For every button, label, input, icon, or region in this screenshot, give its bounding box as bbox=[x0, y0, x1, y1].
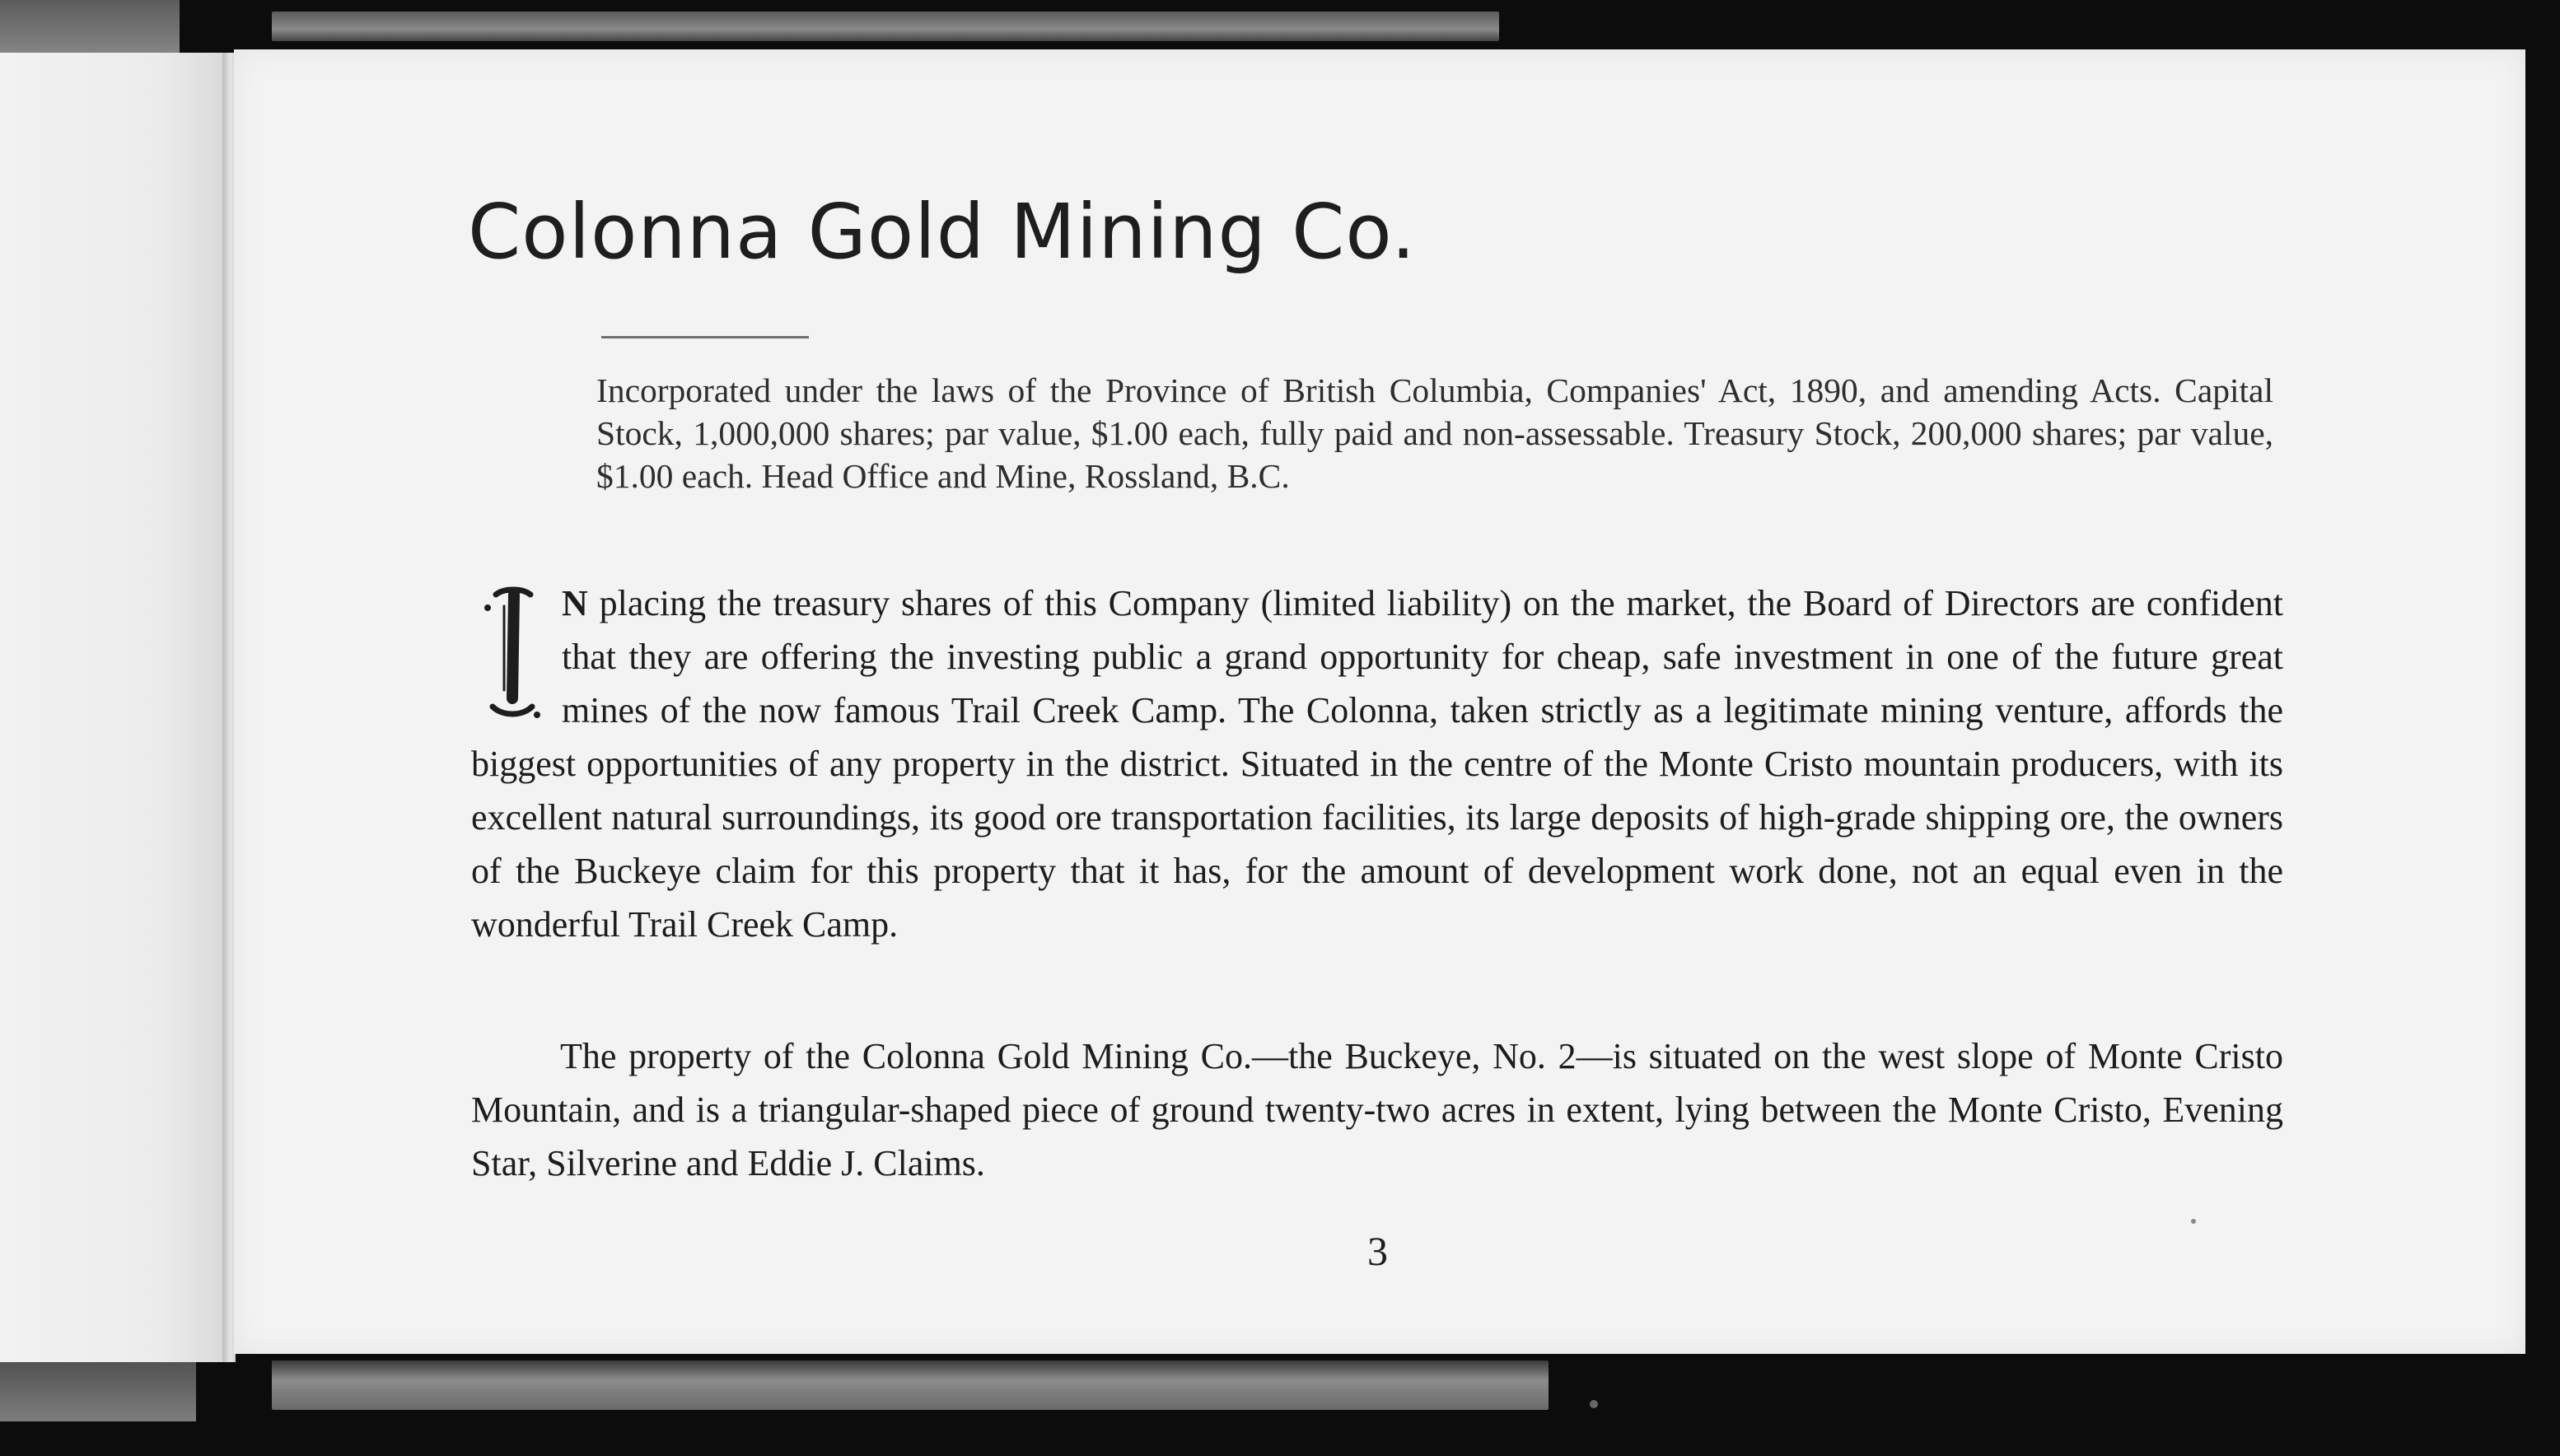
page-title: Colonna Gold Mining Co. bbox=[468, 188, 1417, 276]
paper-speck bbox=[2191, 1219, 2196, 1224]
drop-cap-letter: I bbox=[471, 583, 472, 584]
drop-cap-i bbox=[471, 583, 550, 723]
background-strip bbox=[272, 1360, 1549, 1410]
paragraph-intro-text: placing the treasury shares of this Company (limited liability) on the market, the Board of Directors are confident that they are offering the investing public a grand opportunity for cheap, safe investment in one of the future great mines of the now famous Trail Creek Camp. The Colonna, taken strictly as a legitimate mining venture, affords the biggest opportunities of any property in the district. Situated in the centre of the Monte Cristo mountain producers, with its excellent natural surroundings, its good ore transportation facilities, its large deposits of high-grade shipping ore, the owners of the Buckeye claim for this property that it has, for the amount of development work done, not an equal even in the wonderful Trail Creek Camp. bbox=[471, 583, 2283, 945]
paragraph-intro bbox=[471, 576, 2283, 951]
left-page bbox=[0, 53, 229, 1362]
paragraph-property: The property of the Colonna Gold Mining Co.—the Buckeye, No. 2—is situated on the west slope of Monte Cristo Mountain, and is a triangular-shaped piece of ground twenty-two acres in extent, lying between the Monte Cristo, Evening Star, Silverine and Eddie J. Claims. bbox=[471, 1036, 2283, 1183]
first-letter: N bbox=[562, 583, 588, 623]
page-number: 3 bbox=[1367, 1228, 1388, 1274]
paper-speck bbox=[1590, 1400, 1598, 1408]
background-strip bbox=[272, 12, 1499, 41]
title-rule bbox=[601, 336, 809, 338]
background-strip bbox=[0, 0, 180, 58]
incorporation-notice: Incorporated under the laws of the Province of British Columbia, Companies' Act, 1890, and amending Acts. Capital Stock, 1,000,000 shares; par value, $1.00 each, fully paid and non-assessable. Treasury Stock, 200,000 shares; par value, $1.00 each. Head Office and Mine, Rossland, B.C. bbox=[596, 371, 2273, 495]
